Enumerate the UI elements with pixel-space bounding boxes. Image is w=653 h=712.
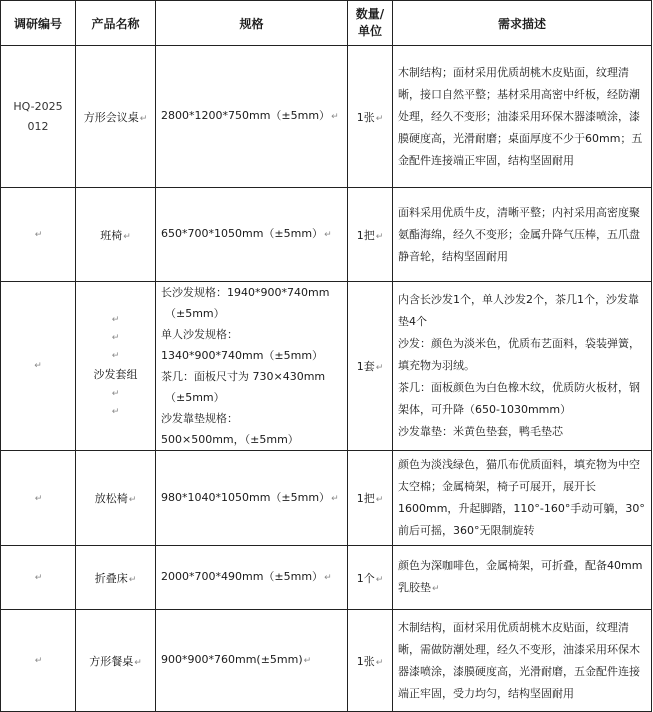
desc-paragraph: 沙发靠垫：米黄色垫套，鸭毛垫芯	[398, 425, 563, 438]
cell-id	[1, 282, 76, 451]
product-name: 沙发套组	[93, 368, 138, 381]
cell-spec	[156, 188, 348, 282]
header-qty-line2: 单位	[357, 24, 382, 38]
spec-line: 500×500mm，（±5mm）	[161, 433, 299, 446]
product-name: 放松椅	[94, 492, 128, 505]
paragraph-mark: ↵	[111, 315, 120, 325]
qty-text: 1把	[356, 492, 375, 505]
product-name: 方形餐桌	[89, 654, 134, 668]
qty-text: 1套	[356, 360, 375, 373]
paragraph-mark: ↵	[324, 230, 332, 240]
paragraph-mark: ↵	[432, 584, 440, 594]
product-name: 班椅	[100, 228, 123, 242]
spec-text: 2000*700*490mm（±5mm）	[161, 570, 324, 583]
paragraph-mark: ↵	[34, 361, 42, 371]
qty-text: 1张	[356, 654, 375, 668]
spec-line: 1340*900*740mm（±5mm）	[161, 349, 324, 362]
table-row	[1, 610, 652, 712]
paragraph-mark: ↵	[375, 231, 384, 242]
cell-desc	[393, 46, 652, 188]
paragraph-mark: ↵	[123, 231, 131, 242]
desc-text: 木制结构，面材采用优质胡桃木皮贴面，纹理清晰，需做防潮处理，经久不变形，油漆采用环保木器漆喷涂，漆膜硬度高，光滑耐磨，五金配件连接端正牢固，受力均匀，结构坚固耐用	[398, 620, 640, 700]
paragraph-mark: ↵	[111, 333, 120, 343]
paragraph-mark: ↵	[375, 363, 384, 373]
paragraph-mark: ↵	[375, 113, 384, 124]
table-row	[1, 188, 652, 282]
header-row	[1, 1, 652, 46]
header-name: 产品名称	[76, 1, 156, 46]
cell-name	[76, 46, 156, 188]
spec-text: 980*1040*1050mm（±5mm）	[161, 490, 331, 504]
cell-spec	[156, 282, 348, 451]
desc-paragraph: 沙发：颜色为淡米色，优质布艺面料，袋装弹簧，填充物为羽绒。	[398, 337, 640, 372]
cell-name	[76, 451, 156, 546]
table-row	[1, 546, 652, 610]
cell-desc	[393, 610, 652, 712]
cell-desc	[393, 546, 652, 610]
desc-text: 颜色为淡浅绿色，猫爪布优质面料，填充物为中空太空棉；金属椅架，椅子可展开，展开长1600mm，升起脚踏，110°-160°手动可躺，30°前后可摇，360°无限制旋转	[398, 458, 645, 537]
cell-qty	[348, 188, 393, 282]
paragraph-mark: ↵	[303, 656, 312, 666]
id-line2: 012	[27, 119, 49, 133]
spec-line: （±5mm）	[165, 391, 225, 404]
paragraph-mark: ↵	[111, 351, 120, 361]
desc-paragraph: 内含长沙发1个，单人沙发2个，茶几1个，沙发靠垫4个	[398, 293, 639, 328]
cell-id	[1, 46, 76, 188]
cell-qty	[348, 46, 393, 188]
paragraph-mark: ↵	[128, 574, 137, 585]
spec-line: 长沙发规格：1940*900*740mm	[161, 286, 330, 299]
spec-line: 沙发靠垫规格：	[161, 412, 238, 425]
id-line1: HQ-2025	[13, 99, 63, 113]
product-name: 折叠床	[94, 571, 128, 585]
spec-text: 2800*1200*750mm（±5mm）	[161, 109, 331, 122]
paragraph-mark: ↵	[34, 230, 43, 240]
cell-name	[76, 188, 156, 282]
cell-desc	[393, 282, 652, 451]
cell-spec	[156, 546, 348, 610]
cell-spec	[156, 451, 348, 546]
header-qty-line1: 数量/	[355, 7, 385, 21]
qty-text: 1张	[356, 110, 375, 124]
paragraph-mark: ↵	[34, 656, 43, 666]
cell-qty	[348, 546, 393, 610]
cell-qty	[348, 451, 393, 546]
paragraph-mark: ↵	[34, 573, 43, 583]
cell-id	[1, 188, 76, 282]
paragraph-mark: ↵	[331, 112, 339, 122]
paragraph-mark: ↵	[331, 493, 339, 504]
table-row	[1, 451, 652, 546]
table-row	[1, 46, 652, 188]
desc-text: 面料采用优质牛皮，清晰平整；内衬采用高密度聚氨酯海绵，经久不变形；金属升降气压棒，五爪盘静音轮，结构坚固耐用	[398, 205, 640, 263]
spec-text: 650*700*1050mm（±5mm）	[161, 227, 324, 240]
header-qty	[348, 1, 393, 46]
paragraph-mark: ↵	[375, 495, 384, 505]
cell-id	[1, 610, 76, 712]
cell-spec	[156, 46, 348, 188]
header-desc: 需求描述	[393, 1, 652, 46]
desc-paragraph: 茶几：面板颜色为白色橡木纹，优质防火板材，钢架体，可升降（650-1030mmm）	[398, 381, 640, 416]
header-id: 调研编号	[1, 1, 76, 46]
paragraph-mark: ↵	[134, 657, 142, 668]
cell-desc	[393, 451, 652, 546]
table-row	[1, 282, 652, 451]
cell-id	[1, 546, 76, 610]
paragraph-mark: ↵	[324, 573, 332, 583]
cell-qty	[348, 282, 393, 451]
qty-text: 1把	[356, 228, 375, 242]
cell-spec	[156, 610, 348, 712]
desc-text: 木制结构；面材采用优质胡桃木皮贴面，纹理清晰，接口自然平整；基材采用高密中纤板，经防潮处理，经久不变形；油漆采用环保木器漆喷涂，漆膜硬度高，光滑耐磨；桌面厚度不少于60mm；五金配件连接端正牢固，结构坚固耐用	[398, 65, 643, 167]
qty-text: 1个	[356, 571, 375, 585]
product-name: 方形会议桌	[83, 110, 139, 124]
cell-name	[76, 546, 156, 610]
paragraph-mark: ↵	[375, 657, 384, 668]
spec-line: 单人沙发规格：	[161, 328, 238, 341]
paragraph-mark: ↵	[139, 113, 148, 124]
spec-line: （±5mm）	[165, 307, 225, 320]
paragraph-mark: ↵	[111, 389, 120, 399]
cell-desc	[393, 188, 652, 282]
header-spec: 规格	[156, 1, 348, 46]
cell-name	[76, 610, 156, 712]
paragraph-mark: ↵	[375, 574, 384, 585]
spec-text: 900*900*760mm(±5mm)	[161, 653, 303, 666]
cell-name	[76, 282, 156, 451]
cell-id	[1, 451, 76, 546]
paragraph-mark: ↵	[111, 407, 120, 417]
paragraph-mark: ↵	[128, 495, 137, 505]
spec-line: 茶几：面板尺寸为 730×430mm	[161, 370, 326, 383]
cell-qty	[348, 610, 393, 712]
desc-text: 颜色为深咖啡色，金属椅架，可折叠，配备40mm乳胶垫	[398, 559, 643, 594]
paragraph-mark: ↵	[34, 493, 43, 504]
